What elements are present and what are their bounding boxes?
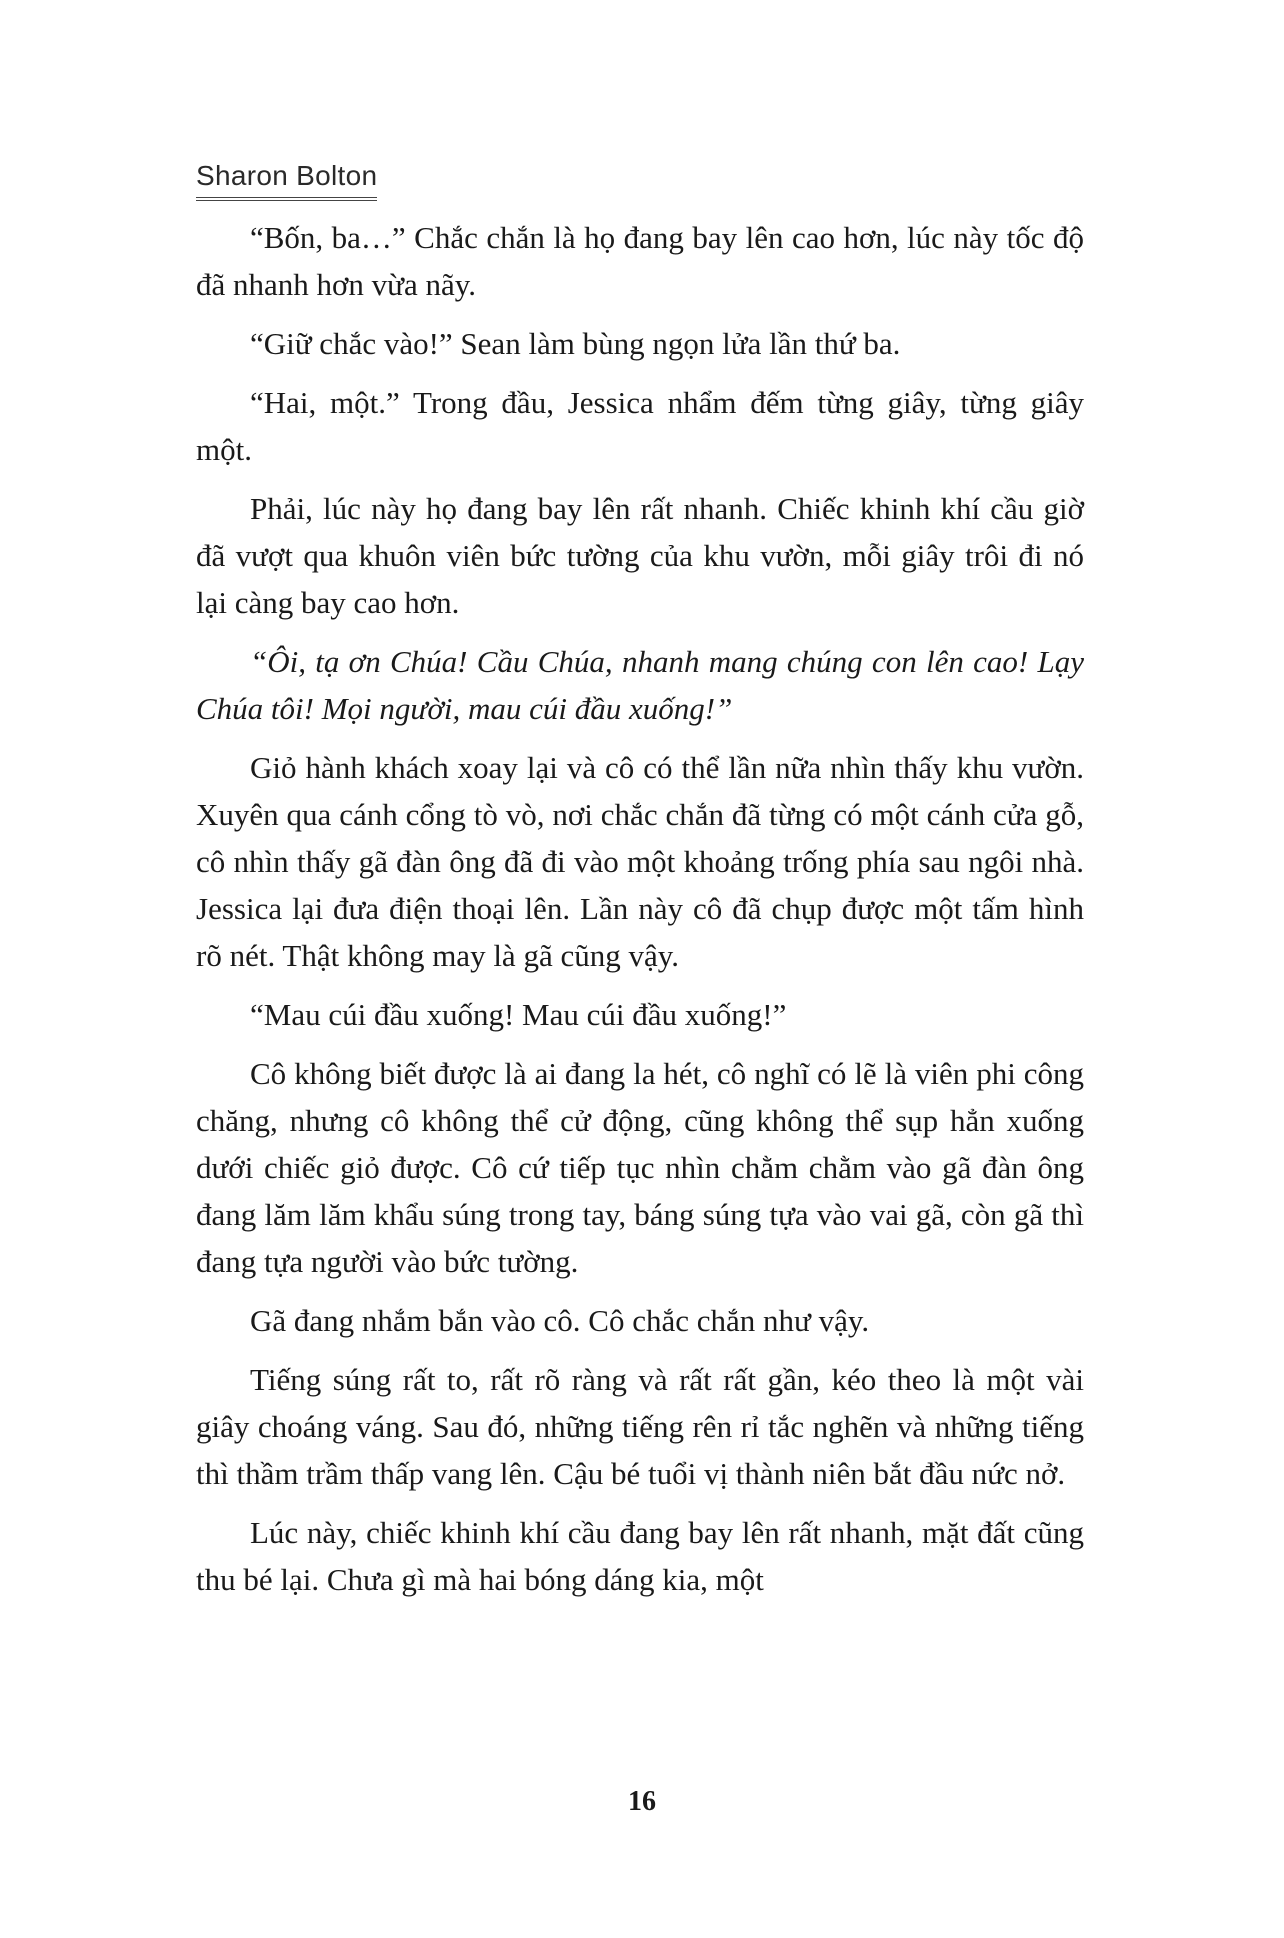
- paragraph-1: “Bốn, ba…” Chắc chắn là họ đang bay lên cao hơn, lúc này tốc độ đã nhanh hơn vừa nãy.: [196, 220, 1084, 302]
- paragraph-3: “Hai, một.” Trong đầu, Jessica nhẩm đếm từng giây, từng giây một.: [196, 385, 1084, 467]
- page-number: 16: [628, 1786, 656, 1817]
- paragraph-6: Giỏ hành khách xoay lại và cô có thể lần nữa nhìn thấy khu vườn. Xuyên qua cánh cổng tò vò, nơi chắc chắn đã từng có một cánh cửa gỗ, cô nhìn thấy gã đàn ông đã đi vào một khoảng trống phía sau ngôi nhà. Jessica lại đưa điện thoại lên. Lần này cô đã chụp được một tấm hình rõ nét. Thật không may là gã cũng vậy.: [196, 750, 1084, 973]
- paragraph-11: Lúc này, chiếc khinh khí cầu đang bay lên rất nhanh, mặt đất cũng thu bé lại. Chưa gì mà hai bóng dáng kia, một: [196, 1515, 1084, 1597]
- paragraph-2: “Giữ chắc vào!” Sean làm bùng ngọn lửa lần thứ ba.: [250, 326, 901, 361]
- body-text: [196, 214, 1084, 1615]
- paragraph-7: “Mau cúi đầu xuống! Mau cúi đầu xuống!”: [250, 997, 787, 1032]
- paragraph-10: Tiếng súng rất to, rất rõ ràng và rất rất gần, kéo theo là một vài giây choáng váng. Sau đó, những tiếng rên rỉ tắc nghẽn và những tiếng thì thầm trầm thấp vang lên. Cậu bé tuổi vị thành niên bắt đầu nức nở.: [196, 1362, 1084, 1491]
- paragraph-4: Phải, lúc này họ đang bay lên rất nhanh. Chiếc khinh khí cầu giờ đã vượt qua khuôn viên bức tường của khu vườn, mỗi giây trôi đi nó lại càng bay cao hơn.: [196, 491, 1084, 620]
- paragraph-5-italic-prayer: “Ôi, tạ ơn Chúa! Cầu Chúa, nhanh mang chúng con lên cao! Lạy Chúa tôi! Mọi người, mau cúi đầu xuống!”: [196, 644, 1084, 726]
- paragraph-8: Cô không biết được là ai đang la hét, cô nghĩ có lẽ là viên phi công chăng, nhưng cô không thể cử động, cũng không thể sụp hẳn xuống dưới chiếc giỏ được. Cô cứ tiếp tục nhìn chằm chằm vào gã đàn ông đang lăm lăm khẩu súng trong tay, báng súng tựa vào vai gã, còn gã thì đang tựa người vào bức tường.: [196, 1056, 1084, 1279]
- paragraph-9: Gã đang nhắm bắn vào cô. Cô chắc chắn như vậy.: [250, 1303, 870, 1338]
- running-header-author: Sharon Bolton: [196, 160, 377, 201]
